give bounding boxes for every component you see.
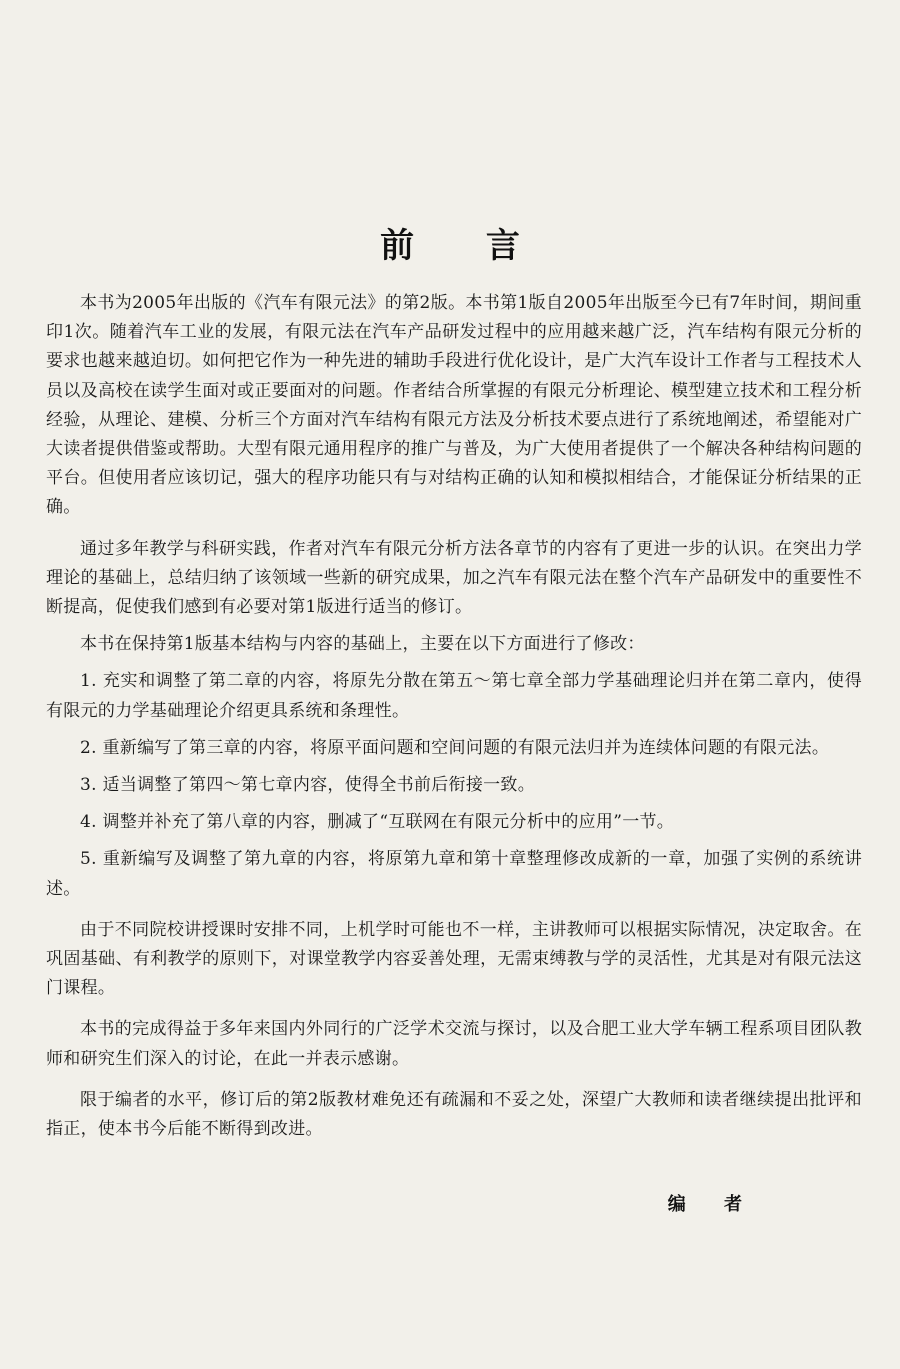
preface-title: 前 言 <box>380 226 550 266</box>
paragraph-change-5: 5. 重新编写及调整了第九章的内容，将原第九章和第十章整理修改成新的一章，加强了实例的系统讲述。 <box>46 849 862 899</box>
paragraph-revision-motivation: 通过多年教学与科研实践，作者对汽车有限元分析方法各章节的内容有了更进一步的认识。在突出力学理论的基础上，总结归纳了该领域一些新的研究成果，加之汽车有限元法在整个汽车产品研发中的重要性不断提高，促使我们感到有必要对第1版进行适当的修订。 <box>46 538 862 618</box>
paragraph-closing: 限于编者的水平，修订后的第2版教材难免还有疏漏和不妥之处，深望广大教师和读者继续提出批评和指正，使本书今后能不断得到改进。 <box>46 1089 862 1140</box>
paragraph-teaching-note: 由于不同院校讲授课时安排不同，上机学时可能也不一样，主讲教师可以根据实际情况，决定取舍。在巩固基础、有利教学的原则下，对课堂教学内容妥善处理，无需束缚教与学的灵活性，尤其是对有限元法这门课程。 <box>46 919 862 999</box>
paragraph-change-1: 1. 充实和调整了第二章的内容，将原先分散在第五～第七章全部力学基础理论归并在第二章内，使得有限元的力学基础理论介绍更具系统和条理性。 <box>46 671 862 721</box>
paragraph-revision-intro: 本书在保持第1版基本结构与内容的基础上，主要在以下方面进行了修改： <box>80 634 645 655</box>
paragraph-acknowledgement: 本书的完成得益于多年来国内外同行的广泛学术交流与探讨，以及合肥工业大学车辆工程系项目团队教师和研究生们深入的讨论，在此一并表示感谢。 <box>46 1019 862 1069</box>
paragraph-edition-history: 本书为2005年出版的《汽车有限元法》的第2版。本书第1版自2005年出版至今已有7年时间，期间重印1次。随着汽车工业的发展，有限元法在汽车产品研发过程中的应用越来越广泛，汽车结构有限元分析的要求也越来越迫切。如何把它作为一种先进的辅助手段进行优化设计，是广大汽车设计工作者与工程技术人员以及高校在读学生面对或正要面对的问题。作者结合所掌握的有限元分析理论、模型建立技术和工程分析经验，从理论、建模、分析三个方面对汽车结构有限元方法及分析技术要点进行了系统地阐述，希望能对广大读者提供借鉴或帮助。大型有限元通用程序的推广与普及，为广大使用者提供了一个解决各种结构问题的平台。但使用者应该切记，强大的程序功能只有与对结构正确的认知和模拟相结合，才能保证分析结果的正确。 <box>46 293 862 518</box>
paragraph-change-4: 4. 调整并补充了第八章的内容，删减了“互联网在有限元分析中的应用”一节。 <box>80 812 675 833</box>
paragraph-change-3: 3. 适当调整了第四～第七章内容，使得全书前后衔接一致。 <box>80 775 536 796</box>
author-signature: 编 者 <box>667 1194 758 1215</box>
preface-body <box>46 289 862 1152</box>
paragraph-change-2: 2. 重新编写了第三章的内容，将原平面问题和空间问题的有限元法归并为连续体问题的有限元法。 <box>80 737 830 758</box>
